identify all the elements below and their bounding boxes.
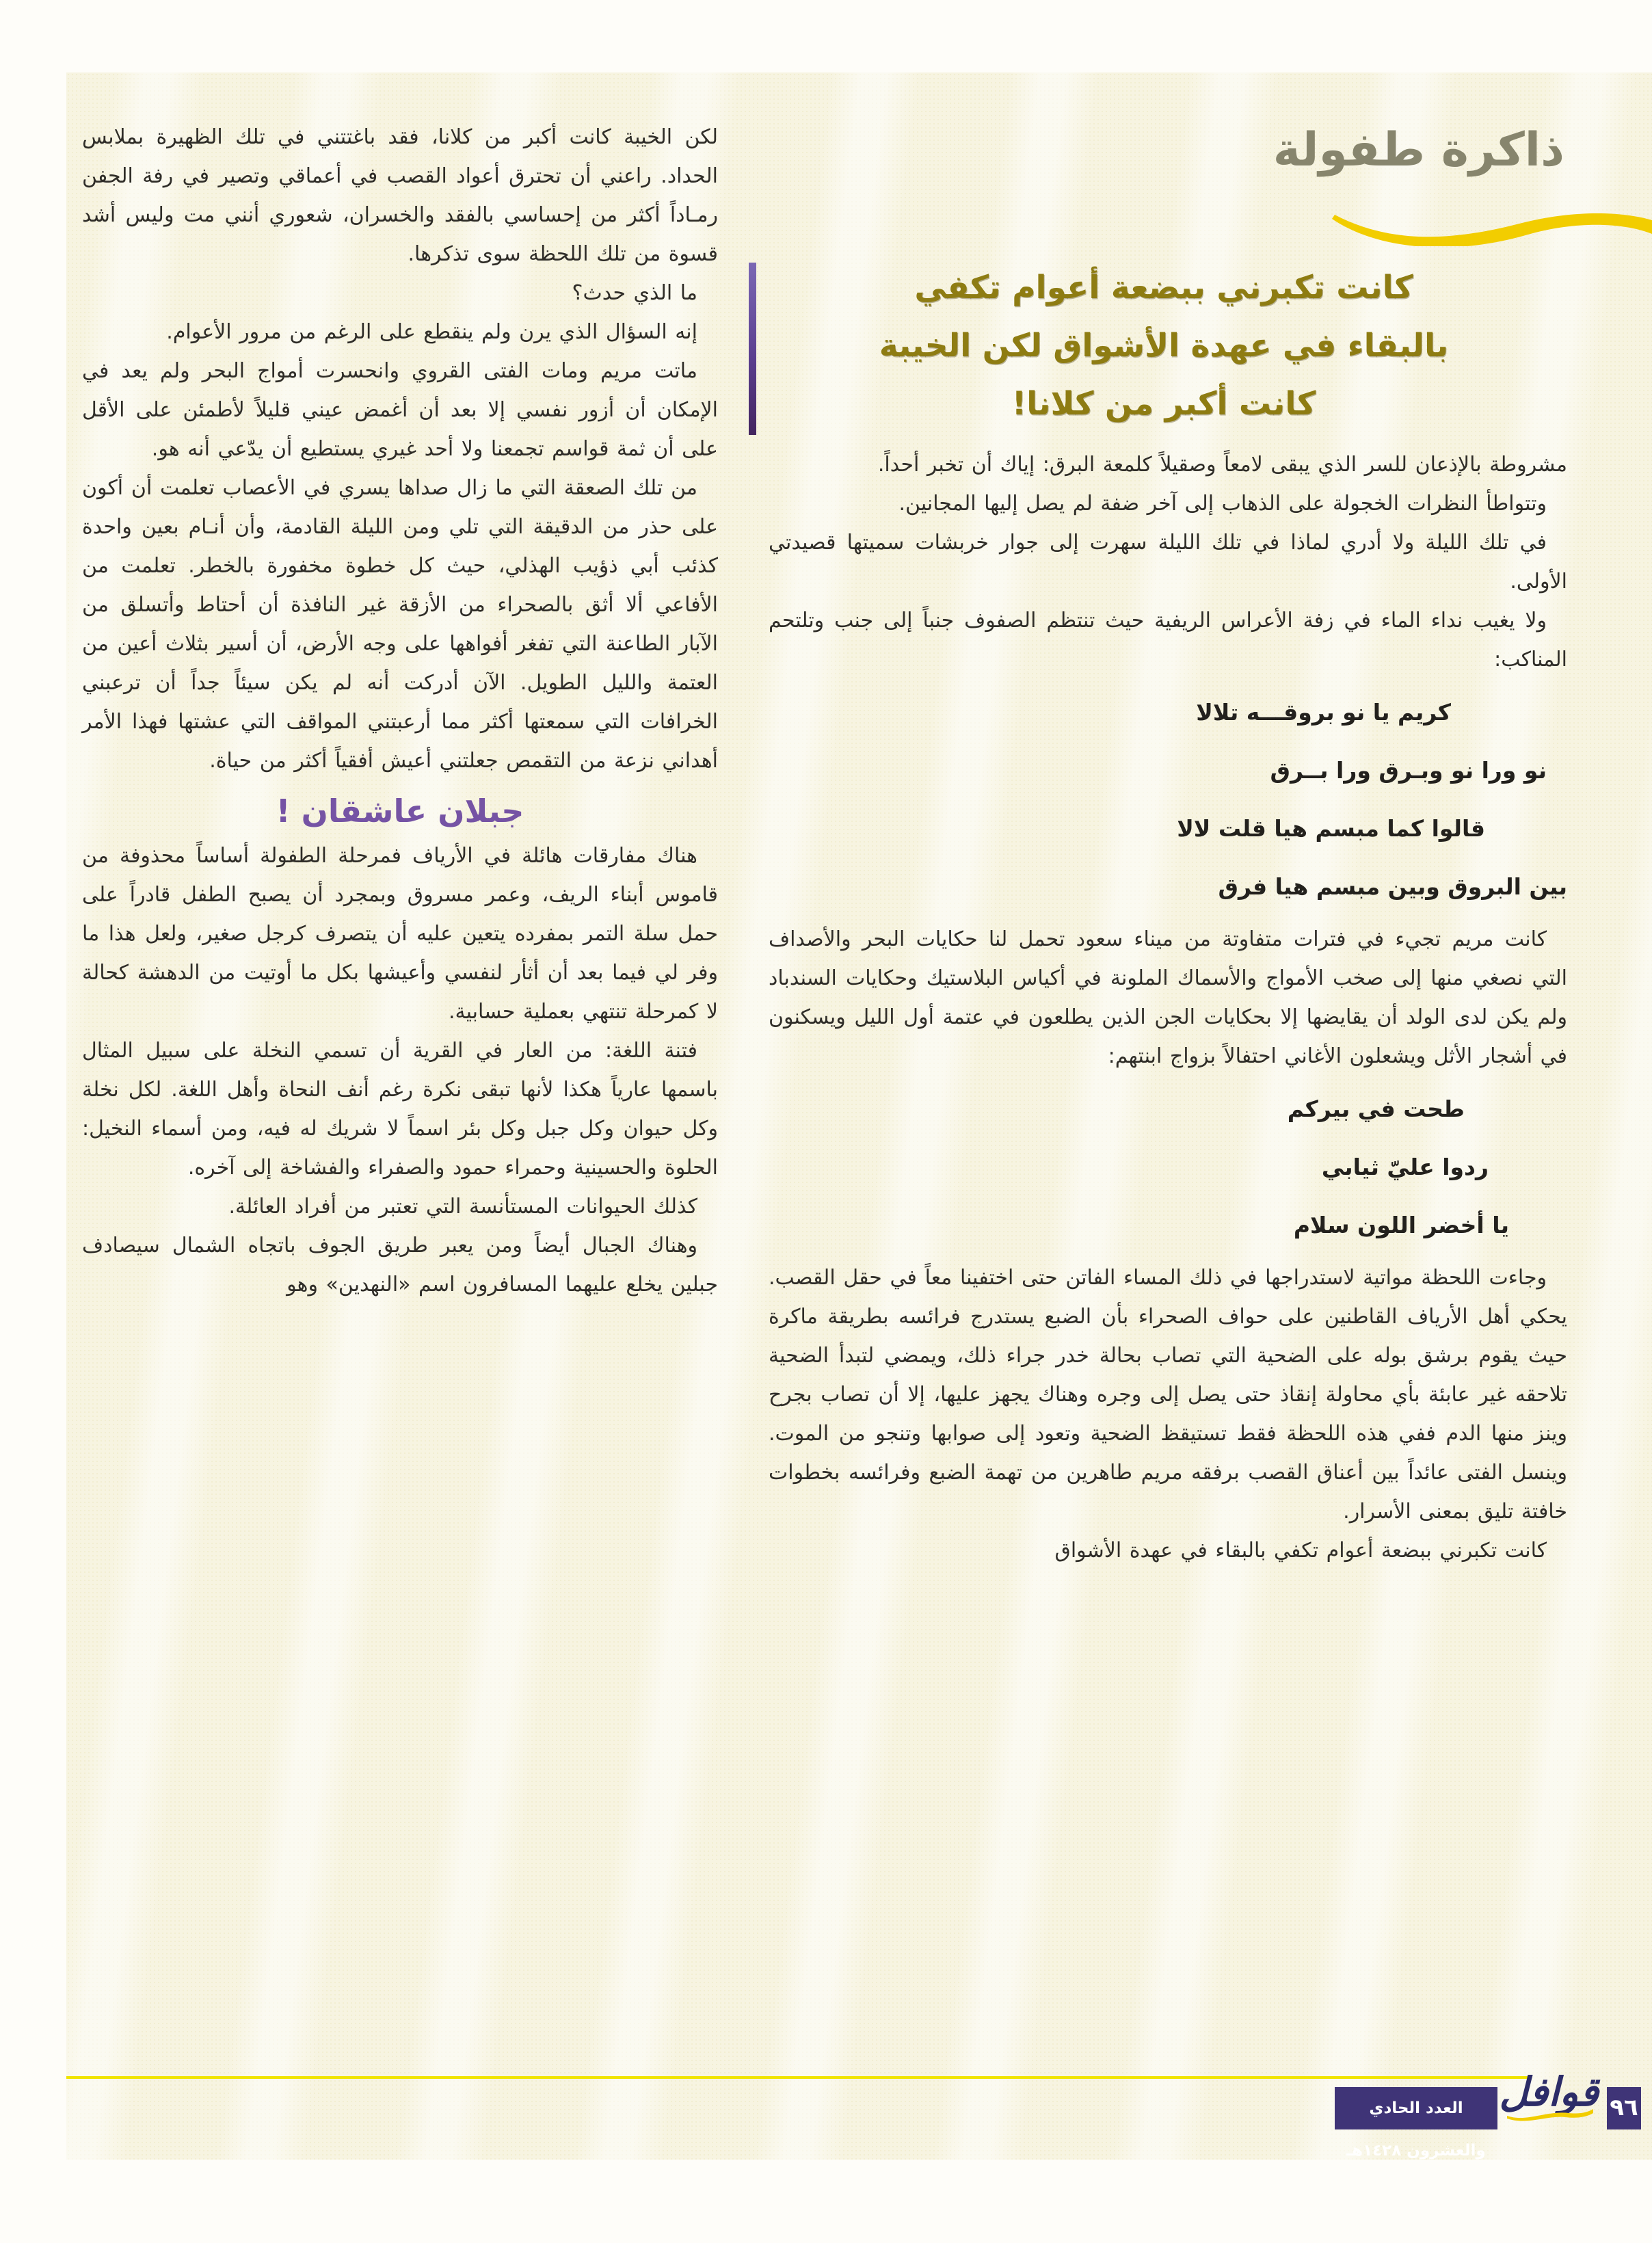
paragraph: ولا يغيب نداء الماء في زفة الأعراس الريفية حيث تنتظم الصفوف جنباً إلى جنب وتلتحم المناكب: (769, 609, 1567, 672)
paragraph: فتنة اللغة: من العار في القرية أن تسمي النخلة على سبيل المثال باسمها عارياً هكذا لأنها تبقى نكرة رغم أنف النحاة وأهل اللغة. لكل نخلة وكل حيوان وكل جبل وكل بئر اسماً لا شريك له فيه، ومن أسماء النخيل: الحلوة والحسينية وحمراء حمود والصفراء والفشاخة إلى آخره. (82, 1039, 718, 1180)
poem-line: طحت في بيركم (1287, 1096, 1465, 1122)
pullquote-line: كانت تكبرني ببضعة أعوام تكفي (914, 269, 1413, 306)
paragraph: من تلك الصعقة التي ما زال صداها يسري في الأعصاب تعلمت أن أكون على حذر من الدقيقة التي تلي ومن الليلة القادمة، وأن أنـام بعين واحدة كذئب أبي ذؤيب الهذلي، حيث كل خطوة مخفورة بالخطر. تعلمت من الأفاعي ألا أثق بالصحراء من الأزقة غير النافذة أن أحتاط وأتسلق من الآبار الطاعنة التي تفغر أفواهها على وجه الأرض، أن أسير بثلاث أعين من العتمة والليل الطويل. الآن أدركت أنه لم يكن سيئاً جداً أن ترعبني الخرافات التي سمعتها أكثر مما أرعبتني المواقف التي عشتها فهذا الأمر أهداني نزعة من التقمص جعلتني أعيش أفقياً أكثر من حياة. (82, 476, 718, 773)
paragraph: ماتت مريم ومات الفتى القروي وانحسرت أمواج البحر ولم يعد في الإمكان أن أزور نفسي إلا بعد أن أغمض عيني قليلاً لأطمئن على الأقل على أن ثمة قواسم تجمعنا ولا أحد غيري يستطيع أن يدّعي أنه هو. (82, 359, 718, 461)
poem-line: ردوا عليّ ثيابي (1321, 1154, 1489, 1180)
paragraph: وجاءت اللحظة مواتية لاستدراجها في ذلك المساء الفاتن حتى اختفينا معاً في حقل القصب. يحكي أهل الأرياف القاطنين على حواف الصحراء بأن الضبع يستدرج فرائسه بطريقة ماكرة حيث يقوم برشق بوله على الضحية التي تصاب بحالة خدر جراء ذلك، ويمضي لتبدأ الضحية تلاحقه غير عابئة بأي محاولة إنقاذ حتى يصل إلى وجره وهناك يجهز عليها، إلا أن تصاب بجرح وينز منها الدم ففي هذه اللحظة فقط تستيقظ الضحية وتعود إلى صوابها وتنجو من الموت. وينسل الفتى عائداً بين أعناق القصب برفقه مريم طاهرين من تهمة الضبع وفرائسه بخطوات خافتة تليق بمعنى الأسرار. (769, 1266, 1567, 1524)
poem-line: يا أخضر اللون سلام (1293, 1212, 1509, 1238)
pullquote-line: بالبقاء في عهدة الأشواق لكن الخيبة (879, 327, 1449, 364)
poem-line: نو ورا نو وبـرق ورا بــرق (1270, 757, 1547, 784)
scanned-page (66, 72, 1652, 2160)
issue-badge: العدد الحادي والعشرون ١٤٢٨هـ (1335, 2087, 1497, 2129)
poem-line: كريم يا نو بروقـــه تلالا (1196, 699, 1451, 726)
footer-rule (66, 2076, 1532, 2079)
magazine-logo-text: قوافل (1499, 2069, 1599, 2115)
paragraph: مشروطة بالإذعان للسر الذي يبقى لامعاً وصقيلاً كلمعة البرق: إياك أن تخبر أحداً. (877, 453, 1567, 477)
section-heading: جبلان عاشقان ! (276, 793, 524, 829)
poem-block (769, 1080, 1567, 1254)
pullquote-accent-bar (749, 263, 756, 435)
page-number-badge: ٩٦ (1607, 2087, 1641, 2129)
paragraph: ما الذي حدث؟ (572, 281, 697, 305)
paragraph: كانت مريم تجيء في فترات متفاوتة من ميناء سعود تحمل لنا حكايات البحر والأصداف التي نصغي منها إلى صخب الأمواج والأسماك الملونة في أكياس البلاستيك وحكايات السندباد ولم يكن لدى الولد أن يقايضها إلا بحكايات الجن الذين يطلعون في عتمة أول الليل ويسكنون في أشجار الأثل ويشعلون الأغاني احتفالاً بزواج ابنتهم: (769, 927, 1567, 1068)
paragraph: إنه السؤال الذي يرن ولم ينقطع على الرغم من مرور الأعوام. (166, 320, 697, 344)
paragraph: في تلك الليلة ولا أدري لماذا في تلك الليلة سهرت إلى جوار خربشات سميتها قصيدتي الأولى. (769, 531, 1567, 594)
pullquote (760, 258, 1567, 433)
column-right (769, 445, 1567, 1570)
paragraph: وهناك الجبال أيضاً ومن يعبر طريق الجوف باتجاه الشمال سيصادف جبلين يخلع عليهما المسافرون اسم «النهدين» وهو (82, 1234, 718, 1297)
column-left (82, 118, 718, 1304)
poem-block (769, 683, 1567, 916)
magazine-logo (1499, 2068, 1599, 2136)
paragraph: كذلك الحيوانات المستأنسة التي تعتبر من أفراد العائلة. (228, 1195, 697, 1219)
paragraph: كانت تكبرني ببضعة أعوام تكفي بالبقاء في عهدة الأشواق (1054, 1539, 1547, 1563)
paragraph: لكن الخيبة كانت أكبر من كلانا، فقد باغتتني في تلك الظهيرة بملابس الحداد. راعني أن تحترق أعواد القصب في أعماقي وتصير في رفة الجفن رمـاداً أكثر من إحساسي بالفقد والخسران، شعوري أنني مت وليس أشد قسوة من تلك اللحظة سوى تذكرها. (82, 125, 718, 266)
poem-line: بين البروق وبين مبسم هيا فرق (1218, 873, 1567, 900)
poem-line: قالوا كما مبسم هيا قلت لالا (1177, 815, 1485, 842)
title-swoosh-icon (1331, 197, 1652, 246)
pullquote-line: كانت أكبر من كلانا! (1011, 385, 1316, 423)
section-title: ذاكرة طفولة (1273, 123, 1564, 177)
paragraph: هناك مفارقات هائلة في الأرياف فمرحلة الطفولة أساساً محذوفة من قاموس أبناء الريف، وعمر مسروق وبمجرد أن يصبح الطفل قادراً على حمل سلة التمر بمفرده يتعين عليه أن يتصرف كرجل صغير، ولعل هذا ما وفر لي فيما بعد أن أثأر لنفسي وأعيشها بكل ما أوتيت من الدهشة كحالة لا كمرحلة تنتهي بعملية حسابية. (82, 844, 718, 1024)
paragraph: وتتواطأ النظرات الخجولة على الذهاب إلى آخر ضفة لم يصل إليها المجانين. (898, 492, 1547, 516)
